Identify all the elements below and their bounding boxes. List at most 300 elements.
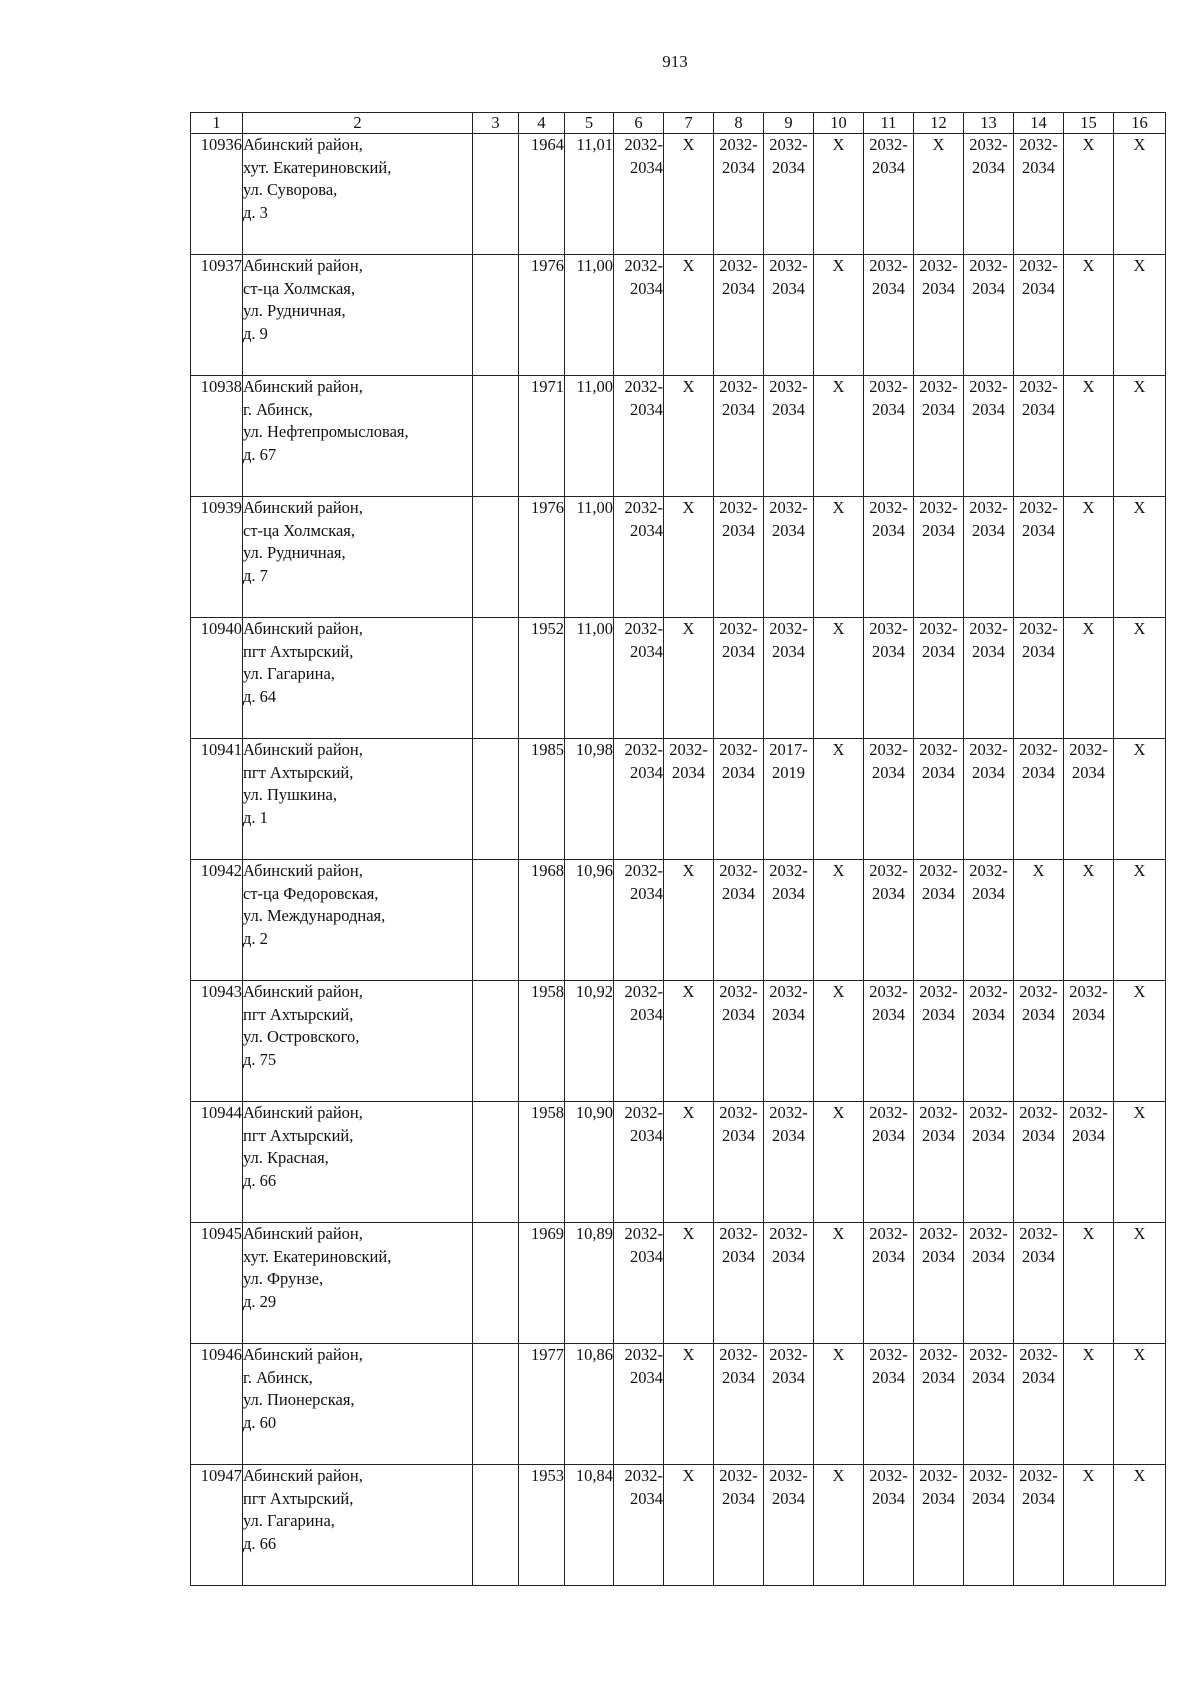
- row-number: 10944: [191, 1102, 243, 1223]
- not-applicable-mark: X: [832, 982, 845, 1001]
- period-cell-col-10: [814, 1465, 864, 1586]
- not-applicable-mark: X: [832, 619, 845, 638]
- not-applicable-mark: X: [682, 619, 695, 638]
- period-text: 2034: [772, 883, 805, 903]
- not-applicable-mark: X: [832, 1345, 845, 1364]
- address-line: Абинский район,: [243, 619, 363, 638]
- address-line: д. 7: [243, 565, 268, 585]
- period-cell-col-6: [614, 1223, 664, 1344]
- period-text: 2034: [772, 520, 805, 540]
- period-text: 2032-: [1019, 377, 1058, 396]
- period-cell-col-15: [1064, 981, 1114, 1102]
- address-line: д. 3: [243, 202, 268, 222]
- period-text: 2032-: [969, 1103, 1008, 1122]
- column-header-7: 7: [664, 113, 714, 134]
- period-text: 2032-: [1019, 740, 1058, 759]
- table-row: [191, 618, 1166, 739]
- period-text: 2019: [772, 762, 805, 782]
- value-cell: 10,98: [565, 739, 614, 860]
- period-text: 2034: [1022, 157, 1055, 177]
- column-3-cell: [473, 860, 519, 981]
- not-applicable-mark: X: [682, 256, 695, 275]
- year-built-cell: 1958: [519, 1102, 565, 1223]
- period-text: 2032-: [719, 982, 758, 1001]
- period-cell-col-13: [964, 618, 1014, 739]
- period-text: 2032-: [919, 1103, 958, 1122]
- not-applicable-mark: X: [832, 135, 845, 154]
- period-cell-col-12: [914, 1344, 964, 1465]
- period-cell-col-16: [1114, 1465, 1166, 1586]
- column-header-8: 8: [714, 113, 764, 134]
- period-text: 2034: [1022, 762, 1055, 782]
- address-line: ст-ца Холмская,: [243, 520, 356, 540]
- table-body: [191, 134, 1166, 1586]
- period-text: 2034: [772, 157, 805, 177]
- period-cell-col-11: [864, 134, 914, 255]
- period-cell-col-12: [914, 739, 964, 860]
- period-text: 2032-: [624, 1224, 663, 1243]
- period-cell-col-16: [1114, 860, 1166, 981]
- period-text: 2032-: [769, 256, 808, 275]
- period-text: 2034: [1022, 1367, 1055, 1387]
- address-line: ст-ца Федоровская,: [243, 883, 379, 903]
- year-built-cell: 1985: [519, 739, 565, 860]
- address-line: Абинский район,: [243, 1345, 363, 1364]
- period-text: 2032-: [769, 1345, 808, 1364]
- period-cell-col-16: [1114, 1344, 1166, 1465]
- period-text: 2034: [922, 1246, 955, 1266]
- period-cell-col-7: [664, 1465, 714, 1586]
- year-built-cell: 1953: [519, 1465, 565, 1586]
- period-text: 2034: [872, 1488, 905, 1508]
- period-cell-col-15: [1064, 1465, 1114, 1586]
- period-cell-col-9: [764, 739, 814, 860]
- period-cell-col-15: [1064, 618, 1114, 739]
- period-cell-col-8: [714, 860, 764, 981]
- column-3-cell: [473, 134, 519, 255]
- address-line: ул. Нефтепромысловая,: [243, 422, 409, 441]
- period-text: 2034: [722, 520, 755, 540]
- column-3-cell: [473, 255, 519, 376]
- period-text: 2034: [922, 399, 955, 419]
- not-applicable-mark: X: [1133, 377, 1146, 396]
- value-cell: 11,00: [565, 376, 614, 497]
- period-text: 2032-: [969, 377, 1008, 396]
- column-header-6: 6: [614, 113, 664, 134]
- column-number-row: [191, 113, 1166, 134]
- period-cell-col-13: [964, 497, 1014, 618]
- period-cell-col-12: [914, 981, 964, 1102]
- period-text: 2034: [972, 157, 1005, 177]
- column-header-13: 13: [964, 113, 1014, 134]
- year-built-cell: 1968: [519, 860, 565, 981]
- period-cell-col-10: [814, 255, 864, 376]
- period-cell-col-8: [714, 618, 764, 739]
- address-line: пгт Ахтырский,: [243, 762, 354, 782]
- period-cell-col-7: [664, 860, 714, 981]
- period-text: 2034: [772, 278, 805, 298]
- period-cell-col-16: [1114, 1102, 1166, 1223]
- period-cell-col-7: [664, 739, 714, 860]
- period-cell-col-7: [664, 497, 714, 618]
- period-cell-col-14: [1014, 1223, 1064, 1344]
- period-cell-col-16: [1114, 376, 1166, 497]
- column-header-3: 3: [473, 113, 519, 134]
- period-text: 2032-: [919, 498, 958, 517]
- period-text: 2032-: [624, 1103, 663, 1122]
- period-text: 2034: [1072, 1125, 1105, 1145]
- address-line: ул. Международная,: [243, 906, 386, 925]
- period-text: 2032-: [869, 256, 908, 275]
- period-cell-col-12: [914, 376, 964, 497]
- period-text: 2032-: [719, 1224, 758, 1243]
- period-text: 2034: [722, 157, 755, 177]
- period-cell-col-6: [614, 860, 664, 981]
- period-text: 2034: [872, 762, 905, 782]
- period-text: 2032-: [719, 861, 758, 880]
- period-cell-col-9: [764, 1465, 814, 1586]
- not-applicable-mark: X: [832, 1224, 845, 1243]
- period-cell-col-10: [814, 134, 864, 255]
- table-row: [191, 1465, 1166, 1586]
- address-line: Абинский район,: [243, 1466, 363, 1485]
- period-text: 2032-: [769, 1466, 808, 1485]
- period-cell-col-14: [1014, 134, 1064, 255]
- period-text: 2032-: [719, 619, 758, 638]
- period-text: 2034: [630, 278, 663, 298]
- period-cell-col-9: [764, 618, 814, 739]
- not-applicable-mark: X: [682, 1103, 695, 1122]
- period-cell-col-6: [614, 1102, 664, 1223]
- period-cell-col-6: [614, 618, 664, 739]
- period-text: 2034: [630, 883, 663, 903]
- period-cell-col-8: [714, 1223, 764, 1344]
- period-text: 2032-: [624, 619, 663, 638]
- not-applicable-mark: X: [1082, 1345, 1095, 1364]
- period-cell-col-16: [1114, 981, 1166, 1102]
- period-cell-col-12: [914, 860, 964, 981]
- period-text: 2034: [722, 1004, 755, 1024]
- period-text: 2032-: [1019, 135, 1058, 154]
- year-built-cell: 1977: [519, 1344, 565, 1465]
- period-cell-col-11: [864, 860, 914, 981]
- period-cell-col-10: [814, 739, 864, 860]
- column-header-10: 10: [814, 113, 864, 134]
- period-cell-col-7: [664, 981, 714, 1102]
- period-cell-col-11: [864, 1465, 914, 1586]
- address-line: ул. Островского,: [243, 1027, 360, 1046]
- period-text: 2034: [722, 1125, 755, 1145]
- period-text: 2032-: [969, 619, 1008, 638]
- period-cell-col-15: [1064, 1223, 1114, 1344]
- period-text: 2034: [772, 1004, 805, 1024]
- period-text: 2032-: [919, 1466, 958, 1485]
- period-cell-col-6: [614, 497, 664, 618]
- period-text: 2034: [722, 883, 755, 903]
- period-cell-col-13: [964, 739, 1014, 860]
- period-cell-col-13: [964, 1465, 1014, 1586]
- column-3-cell: [473, 1102, 519, 1223]
- period-cell-col-6: [614, 981, 664, 1102]
- period-text: 2032-: [719, 377, 758, 396]
- period-text: 2032-: [919, 982, 958, 1001]
- period-cell-col-11: [864, 1102, 914, 1223]
- period-text: 2034: [972, 1125, 1005, 1145]
- period-text: 2032-: [769, 498, 808, 517]
- period-text: 2034: [972, 1488, 1005, 1508]
- address-cell: [243, 1344, 473, 1465]
- period-text: 2032-: [624, 740, 663, 759]
- period-text: 2032-: [969, 498, 1008, 517]
- period-cell-col-13: [964, 1102, 1014, 1223]
- value-cell: 10,84: [565, 1465, 614, 1586]
- period-cell-col-12: [914, 1223, 964, 1344]
- row-number: 10939: [191, 497, 243, 618]
- period-text: 2034: [872, 641, 905, 661]
- not-applicable-mark: X: [1082, 256, 1095, 275]
- period-cell-col-8: [714, 134, 764, 255]
- period-text: 2032-: [919, 740, 958, 759]
- period-text: 2032-: [1019, 982, 1058, 1001]
- period-text: 2032-: [1069, 1103, 1108, 1122]
- period-cell-col-6: [614, 1465, 664, 1586]
- period-cell-col-15: [1064, 1344, 1114, 1465]
- page-number: 913: [662, 52, 688, 71]
- period-cell-col-8: [714, 1465, 764, 1586]
- period-text: 2034: [1072, 762, 1105, 782]
- period-text: 2034: [1022, 1004, 1055, 1024]
- period-text: 2032-: [1019, 1345, 1058, 1364]
- address-line: ул. Красная,: [243, 1148, 329, 1167]
- period-text: 2032-: [869, 1345, 908, 1364]
- not-applicable-mark: X: [1082, 1466, 1095, 1485]
- period-text: 2032-: [769, 1103, 808, 1122]
- address-line: ул. Пионерская,: [243, 1390, 355, 1409]
- period-text: 2032-: [919, 256, 958, 275]
- period-text: 2032-: [869, 982, 908, 1001]
- period-cell-col-10: [814, 497, 864, 618]
- address-cell: [243, 497, 473, 618]
- period-text: 2034: [1022, 399, 1055, 419]
- period-cell-col-16: [1114, 255, 1166, 376]
- address-line: ул. Рудничная,: [243, 543, 346, 562]
- not-applicable-mark: X: [932, 135, 945, 154]
- period-cell-col-13: [964, 376, 1014, 497]
- period-text: 2034: [922, 1367, 955, 1387]
- period-text: 2034: [722, 641, 755, 661]
- address-line: ул. Пушкина,: [243, 785, 338, 804]
- period-cell-col-7: [664, 1223, 714, 1344]
- period-cell-col-7: [664, 376, 714, 497]
- period-cell-col-15: [1064, 134, 1114, 255]
- address-line: д. 29: [243, 1291, 277, 1311]
- column-3-cell: [473, 739, 519, 860]
- value-cell: 10,90: [565, 1102, 614, 1223]
- period-text: 2034: [872, 1246, 905, 1266]
- address-line: пгт Ахтырский,: [243, 1004, 354, 1024]
- period-text: 2034: [772, 1246, 805, 1266]
- period-cell-col-9: [764, 1223, 814, 1344]
- period-text: 2032-: [919, 1345, 958, 1364]
- period-cell-col-16: [1114, 739, 1166, 860]
- column-header-15: 15: [1064, 113, 1114, 134]
- not-applicable-mark: X: [1133, 619, 1146, 638]
- period-text: 2032-: [869, 135, 908, 154]
- period-cell-col-11: [864, 1344, 914, 1465]
- period-text: 2034: [972, 641, 1005, 661]
- year-built-cell: 1958: [519, 981, 565, 1102]
- year-built-cell: 1964: [519, 134, 565, 255]
- not-applicable-mark: X: [682, 1345, 695, 1364]
- period-text: 2032-: [869, 619, 908, 638]
- period-cell-col-15: [1064, 376, 1114, 497]
- address-line: д. 1: [243, 807, 268, 827]
- address-line: д. 2: [243, 928, 268, 948]
- not-applicable-mark: X: [1082, 861, 1095, 880]
- buildings-table: [190, 112, 1166, 1586]
- column-3-cell: [473, 1465, 519, 1586]
- period-text: 2034: [972, 520, 1005, 540]
- period-text: 2032-: [769, 619, 808, 638]
- period-cell-col-6: [614, 376, 664, 497]
- period-cell-col-14: [1014, 1102, 1064, 1223]
- not-applicable-mark: X: [1133, 861, 1146, 880]
- period-text: 2034: [672, 762, 705, 782]
- period-text: 2032-: [969, 861, 1008, 880]
- table-row: [191, 981, 1166, 1102]
- period-text: 2034: [972, 399, 1005, 419]
- year-built-cell: 1952: [519, 618, 565, 739]
- address-line: Абинский район,: [243, 1224, 363, 1243]
- period-text: 2034: [772, 1488, 805, 1508]
- period-text: 2032-: [869, 1224, 908, 1243]
- period-text: 2032-: [1069, 740, 1108, 759]
- address-cell: [243, 1223, 473, 1344]
- not-applicable-mark: X: [682, 377, 695, 396]
- not-applicable-mark: X: [1133, 1466, 1146, 1485]
- period-text: 2032-: [719, 498, 758, 517]
- value-cell: 10,89: [565, 1223, 614, 1344]
- row-number: 10941: [191, 739, 243, 860]
- period-cell-col-10: [814, 860, 864, 981]
- period-cell-col-7: [664, 134, 714, 255]
- row-number: 10946: [191, 1344, 243, 1465]
- year-built-cell: 1971: [519, 376, 565, 497]
- period-text: 2032-: [624, 982, 663, 1001]
- period-cell-col-13: [964, 134, 1014, 255]
- period-text: 2034: [630, 1246, 663, 1266]
- not-applicable-mark: X: [1082, 619, 1095, 638]
- period-text: 2032-: [1019, 1466, 1058, 1485]
- address-line: ул. Гагарина,: [243, 664, 335, 683]
- period-text: 2032-: [869, 1103, 908, 1122]
- period-cell-col-13: [964, 860, 1014, 981]
- period-cell-col-8: [714, 255, 764, 376]
- column-header-14: 14: [1014, 113, 1064, 134]
- period-cell-col-11: [864, 1223, 914, 1344]
- period-cell-col-8: [714, 981, 764, 1102]
- period-cell-col-15: [1064, 255, 1114, 376]
- period-cell-col-11: [864, 376, 914, 497]
- column-3-cell: [473, 618, 519, 739]
- period-text: 2017-: [769, 740, 808, 759]
- period-cell-col-8: [714, 497, 764, 618]
- period-cell-col-11: [864, 981, 914, 1102]
- address-line: д. 9: [243, 323, 268, 343]
- period-text: 2032-: [719, 1103, 758, 1122]
- period-cell-col-9: [764, 1102, 814, 1223]
- period-cell-col-6: [614, 739, 664, 860]
- period-cell-col-7: [664, 1344, 714, 1465]
- period-text: 2032-: [969, 740, 1008, 759]
- not-applicable-mark: X: [1133, 498, 1146, 517]
- period-text: 2034: [722, 278, 755, 298]
- period-cell-col-11: [864, 255, 914, 376]
- row-number: 10943: [191, 981, 243, 1102]
- not-applicable-mark: X: [682, 1224, 695, 1243]
- period-text: 2034: [1022, 641, 1055, 661]
- address-line: д. 64: [243, 686, 277, 706]
- address-cell: [243, 376, 473, 497]
- period-text: 2034: [722, 1488, 755, 1508]
- period-text: 2032-: [869, 498, 908, 517]
- period-text: 2034: [1022, 520, 1055, 540]
- value-cell: 11,00: [565, 618, 614, 739]
- row-number: 10942: [191, 860, 243, 981]
- period-cell-col-12: [914, 1102, 964, 1223]
- not-applicable-mark: X: [682, 1466, 695, 1485]
- not-applicable-mark: X: [1032, 861, 1045, 880]
- not-applicable-mark: X: [682, 982, 695, 1001]
- period-cell-col-15: [1064, 497, 1114, 618]
- period-text: 2032-: [719, 740, 758, 759]
- address-line: д. 60: [243, 1412, 277, 1432]
- period-text: 2032-: [1019, 1103, 1058, 1122]
- period-text: 2032-: [669, 740, 708, 759]
- period-cell-col-8: [714, 376, 764, 497]
- period-text: 2034: [872, 1004, 905, 1024]
- period-text: 2032-: [919, 619, 958, 638]
- not-applicable-mark: X: [832, 498, 845, 517]
- period-cell-col-12: [914, 618, 964, 739]
- not-applicable-mark: X: [682, 498, 695, 517]
- period-cell-col-10: [814, 1223, 864, 1344]
- period-text: 2034: [772, 641, 805, 661]
- period-text: 2032-: [719, 1466, 758, 1485]
- not-applicable-mark: X: [1133, 1224, 1146, 1243]
- period-text: 2034: [922, 762, 955, 782]
- period-text: 2034: [772, 1125, 805, 1145]
- column-header-11: 11: [864, 113, 914, 134]
- period-text: 2032-: [624, 498, 663, 517]
- address-cell: [243, 981, 473, 1102]
- period-text: 2034: [922, 641, 955, 661]
- row-number: 10937: [191, 255, 243, 376]
- column-3-cell: [473, 376, 519, 497]
- period-text: 2034: [872, 1367, 905, 1387]
- value-cell: 11,00: [565, 497, 614, 618]
- table-row: [191, 860, 1166, 981]
- period-cell-col-14: [1014, 1344, 1064, 1465]
- period-cell-col-12: [914, 497, 964, 618]
- address-line: Абинский район,: [243, 498, 363, 517]
- period-cell-col-13: [964, 981, 1014, 1102]
- period-cell-col-10: [814, 1344, 864, 1465]
- address-line: д. 75: [243, 1049, 277, 1069]
- period-text: 2034: [630, 157, 663, 177]
- column-header-9: 9: [764, 113, 814, 134]
- address-cell: [243, 739, 473, 860]
